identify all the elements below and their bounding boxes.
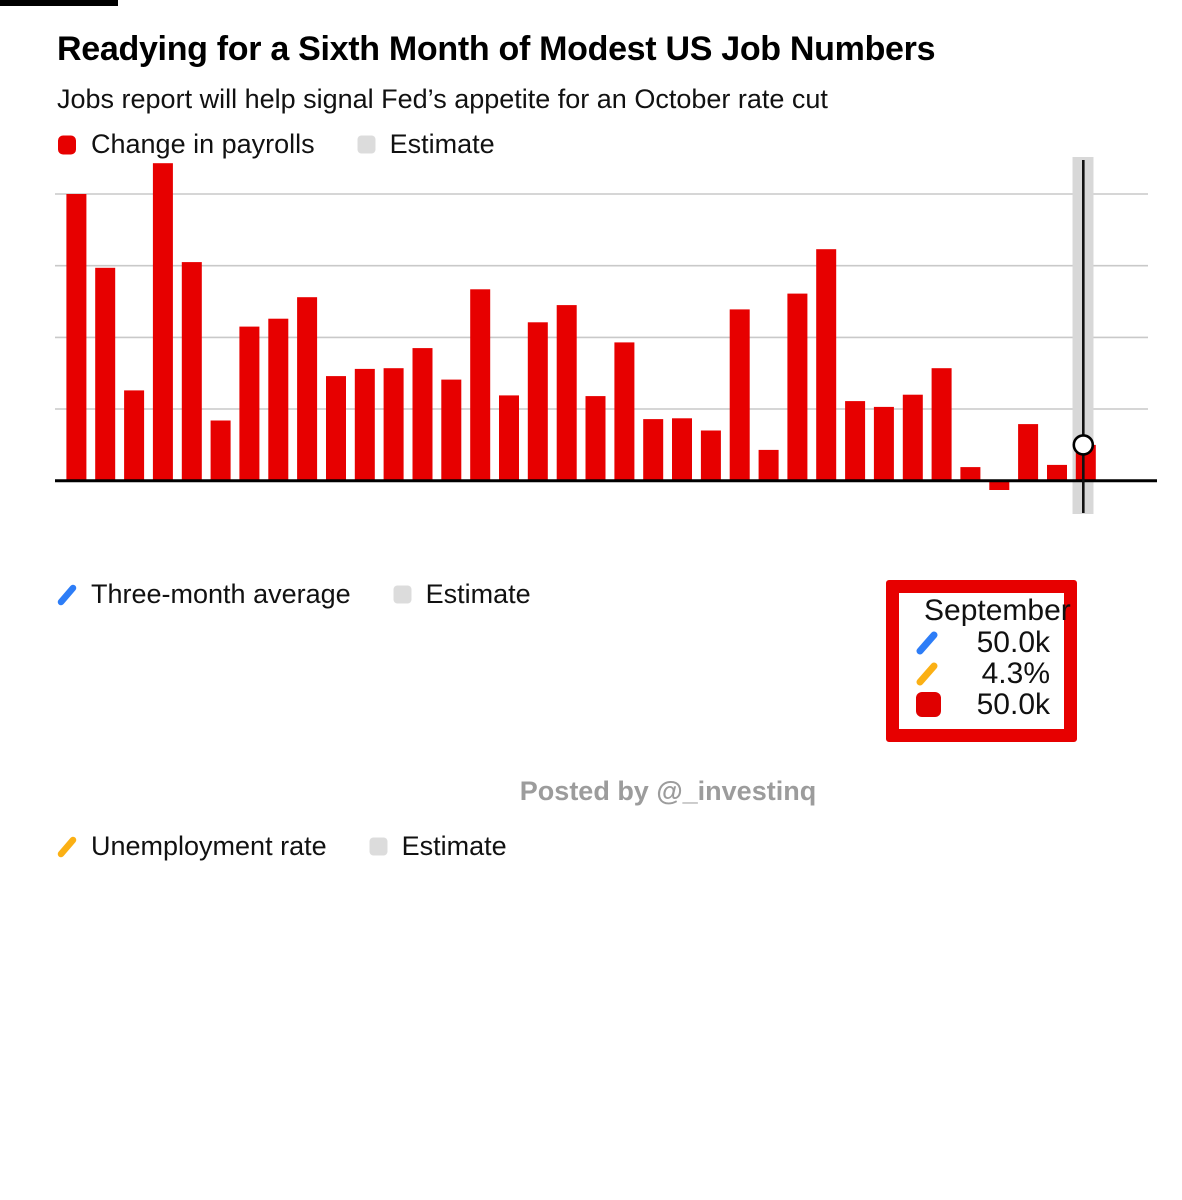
payrolls-bar [701,431,721,481]
payrolls-bar [1047,465,1067,481]
legend-unemployment-label: Unemployment rate [91,831,327,861]
payrolls-bar [787,294,807,481]
payrolls-bar [903,395,923,481]
callout-row-unemployment [912,658,1050,689]
payrolls-bar [614,342,634,480]
chart-title: Readying for a Sixth Month of Modest US Job Numbers [57,30,936,68]
payrolls-bar [1018,424,1038,481]
payrolls-bar [239,327,259,481]
estimate-marker [1074,435,1093,454]
payrolls-bar [297,297,317,481]
payrolls-bar [470,289,490,480]
payrolls-bar [528,322,548,480]
watermark: Posted by @_investinq [519,776,817,806]
payrolls-bar [672,418,692,480]
payrolls-bar [845,401,865,481]
payrolls-bar [66,194,86,481]
payrolls-bar [384,368,404,481]
payrolls-bar [874,407,894,481]
payrolls-bar [816,249,836,481]
callout-average-value: 50.0k [976,625,1050,659]
payrolls-bar [355,369,375,481]
blue-slash-icon [915,630,939,656]
callout-row-payrolls [912,689,1050,720]
payrolls-bar [960,467,980,481]
payrolls-bar [932,368,952,481]
callout-unemployment-value: 4.3% [981,656,1050,690]
callout-payrolls-value: 50.0k [976,687,1050,721]
legend-unemployment-estimate-label: Estimate [401,831,507,861]
payrolls-bar [730,309,750,480]
september-callout [886,580,1077,742]
payrolls-bar [211,421,231,481]
legend-average-label: Three-month average [91,579,351,609]
chart-subtitle: Jobs report will help signal Fed’s appetite for an October rate cut [57,84,828,114]
legend-payrolls-estimate-label: Estimate [389,129,495,159]
payrolls-bar [124,390,144,480]
payrolls-bar [499,395,519,480]
payrolls-bar [441,380,461,481]
payrolls-bar [557,305,577,481]
payrolls-bar [759,450,779,481]
callout-title: September [924,594,1071,627]
payrolls-bar [153,163,173,481]
legend-average-estimate-label: Estimate [425,579,531,609]
payrolls-bar [95,268,115,481]
red-square-icon [915,691,942,718]
payrolls-bar [268,319,288,481]
payrolls-bar [643,419,663,481]
legend-payrolls-label: Change in payrolls [91,129,315,159]
callout-row-average [912,627,1050,658]
payrolls-bar [413,348,433,481]
yellow-slash-icon [915,661,939,687]
payrolls-bar [586,396,606,481]
payrolls-bar [182,262,202,481]
payrolls-bar [326,376,346,481]
